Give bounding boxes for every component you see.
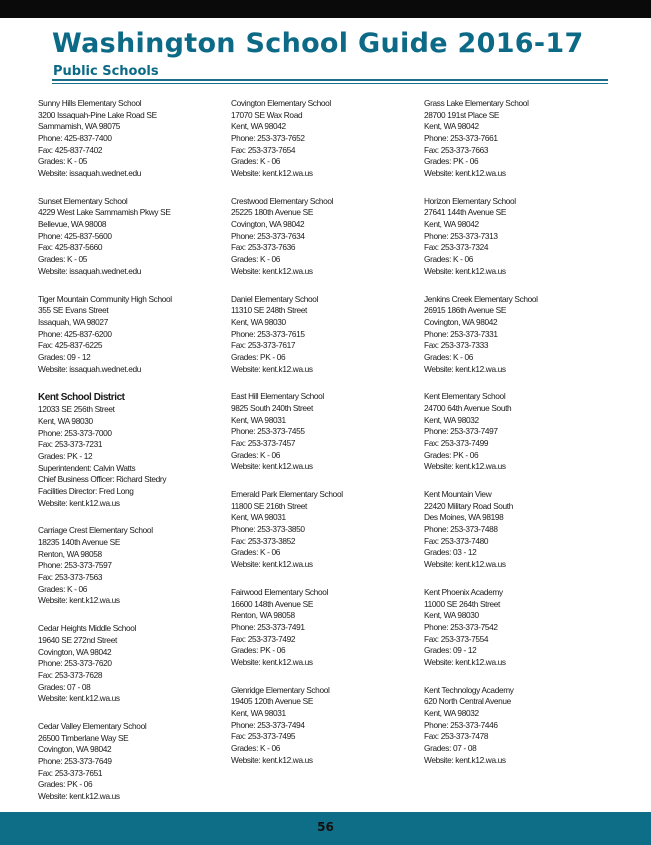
- school-entry: [231, 98, 411, 180]
- entry-detail-line: Covington, WA 98042: [38, 646, 112, 657]
- entry-detail-line: Kent, WA 98030: [38, 416, 93, 426]
- entry-detail-line: Kent, WA 98031: [231, 708, 286, 718]
- entry-detail-line: 11800 SE 216th Street: [231, 500, 307, 511]
- entry-detail-line: 24700 64th Avenue South: [424, 403, 512, 413]
- entry-detail-line: Phone: 253-373-7615: [231, 328, 305, 339]
- entry-detail-line: Website: issaquah.wednet.edu: [38, 363, 142, 374]
- school-name: Horizon Elementary School: [424, 195, 516, 206]
- entry-detail-line: Grades: K - 06: [38, 583, 88, 594]
- entry-detail-line: Website: kent.k12.wa.us: [38, 693, 120, 704]
- entry-detail-line: Fax: 253-373-7231: [38, 439, 103, 450]
- school-entry: [424, 685, 604, 767]
- header-rule: [52, 79, 608, 81]
- entry-detail-line: Covington, WA 98042: [231, 219, 305, 230]
- entry-detail-line: 26915 186th Avenue SE: [424, 305, 506, 316]
- entry-detail-line: Grades: PK - 06: [231, 351, 286, 362]
- entry-detail-line: Phone: 253-373-7455: [231, 426, 305, 437]
- entry-detail-line: Fax: 253-373-7654: [231, 144, 296, 155]
- entry-detail-line: Website: kent.k12.wa.us: [231, 754, 313, 765]
- school-entry: [231, 587, 411, 669]
- entry-detail-line: Grades: PK - 06: [424, 449, 479, 460]
- entry-detail-line: Fax: 253-373-7499: [424, 437, 489, 448]
- entry-detail-line: Grades: PK - 06: [424, 156, 479, 167]
- school-entry: [38, 294, 218, 376]
- school-entry: [38, 196, 218, 278]
- entry-detail-line: Grades: K - 06: [231, 156, 281, 167]
- entry-detail-line: Website: kent.k12.wa.us: [231, 265, 313, 276]
- entry-detail-line: Phone: 253-373-7000: [38, 427, 112, 438]
- entry-detail-line: Website: kent.k12.wa.us: [38, 497, 120, 508]
- entry-detail-line: 4229 West Lake Sammamish Pkwy SE: [38, 207, 171, 218]
- entry-detail-line: Phone: 425-837-7400: [38, 132, 112, 143]
- entry-detail-line: Bellevue, WA 98008: [38, 219, 107, 230]
- entry-detail-line: Website: issaquah.wednet.edu: [38, 167, 142, 178]
- entry-detail-line: 17070 SE Wax Road: [231, 109, 303, 120]
- school-name: Carriage Crest Elementary School: [38, 525, 153, 536]
- entry-detail-line: Website: kent.k12.wa.us: [424, 461, 506, 472]
- school-name: Daniel Elementary School: [231, 293, 319, 304]
- entry-detail-line: Kent, WA 98031: [231, 414, 286, 425]
- entry-detail-line: 11310 SE 248th Street: [231, 305, 307, 316]
- entry-detail-line: Covington, WA 98042: [38, 744, 112, 755]
- entry-detail-line: Fax: 253-373-7563: [38, 572, 103, 583]
- entry-detail-line: Superintendent: Calvin Watts: [38, 462, 136, 473]
- school-name: Emerald Park Elementary School: [231, 489, 343, 500]
- entry-detail-line: Renton, WA 98058: [231, 610, 295, 621]
- school-name: Grass Lake Elementary School: [424, 98, 529, 108]
- entry-detail-line: Renton, WA 98058: [38, 548, 102, 559]
- entry-detail-line: 16600 148th Avenue SE: [231, 598, 313, 609]
- entry-detail-line: Fax: 253-373-7617: [231, 340, 296, 351]
- school-entry: [424, 587, 604, 669]
- school-entry: [424, 391, 604, 473]
- entry-detail-line: Phone: 253-373-7649: [38, 755, 112, 766]
- entry-detail-line: Fax: 425-837-5660: [38, 242, 103, 253]
- district-name: Kent School District: [38, 392, 125, 404]
- entry-detail-line: Fax: 425-837-7402: [38, 144, 103, 155]
- entry-detail-line: 12033 SE 256th Street: [38, 404, 115, 415]
- header-rule-thin: [52, 83, 608, 84]
- entry-detail-line: Phone: 253-373-3850: [231, 524, 305, 535]
- entry-detail-line: Fax: 253-373-7480: [424, 535, 489, 546]
- entry-detail-line: Grades: K - 05: [38, 254, 88, 265]
- entry-detail-line: Kent, WA 98031: [231, 512, 286, 523]
- entry-detail-line: Grades: K - 06: [231, 547, 281, 558]
- entry-detail-line: 25225 180th Avenue SE: [231, 207, 313, 218]
- school-name: Covington Elementary School: [231, 98, 331, 108]
- entry-detail-line: Grades: K - 06: [231, 742, 281, 753]
- district-entry: [38, 391, 218, 509]
- entry-detail-line: Grades: K - 05: [38, 156, 88, 167]
- entry-detail-line: Website: kent.k12.wa.us: [424, 363, 506, 374]
- entry-detail-line: Fax: 253-373-7478: [424, 731, 489, 742]
- school-name: Jenkins Creek Elementary School: [424, 293, 538, 304]
- school-entry: [38, 721, 218, 803]
- school-name: East Hill Elementary School: [231, 391, 324, 402]
- entry-detail-line: Issaquah, WA 98027: [38, 316, 108, 327]
- school-entry: [424, 98, 604, 180]
- entry-detail-line: 3200 Issaquah-Pine Lake Road SE: [38, 109, 157, 120]
- entry-detail-line: 27641 144th Avenue SE: [424, 207, 506, 218]
- entry-detail-line: Phone: 253-373-7446: [424, 719, 498, 730]
- school-name: Kent Elementary School: [424, 391, 506, 402]
- entry-detail-line: Phone: 253-373-7542: [424, 621, 498, 632]
- entry-detail-line: Website: kent.k12.wa.us: [424, 265, 506, 276]
- entry-detail-line: 11000 SE 264th Street: [424, 598, 500, 609]
- entry-detail-line: Phone: 425-837-5600: [38, 230, 112, 241]
- entry-detail-line: 620 North Central Avenue: [424, 696, 511, 707]
- school-name: Kent Phoenix Academy: [424, 586, 503, 597]
- listing-column-3: [424, 98, 604, 782]
- school-entry: [424, 294, 604, 376]
- school-name: Sunny Hills Elementary School: [38, 98, 142, 108]
- entry-detail-line: 19640 SE 272nd Street: [38, 634, 117, 645]
- entry-detail-line: Des Moines, WA 98198: [424, 512, 504, 523]
- school-entry: [231, 196, 411, 278]
- entry-detail-line: Fax: 253-373-3852: [231, 535, 296, 546]
- entry-detail-line: Phone: 253-373-7597: [38, 560, 112, 571]
- entry-detail-line: 355 SE Evans Street: [38, 305, 109, 316]
- school-entry: [38, 98, 218, 180]
- entry-detail-line: Phone: 253-373-7491: [231, 621, 305, 632]
- entry-detail-line: Kent, WA 98032: [424, 414, 479, 425]
- entry-detail-line: Kent, WA 98042: [231, 121, 286, 132]
- entry-detail-line: Grades: K - 06: [231, 254, 281, 265]
- page-number: 56: [317, 820, 334, 834]
- entry-detail-line: Website: kent.k12.wa.us: [231, 461, 313, 472]
- page-title: Washington School Guide 2016-17: [52, 28, 584, 59]
- entry-detail-line: Grades: K - 06: [424, 254, 474, 265]
- school-entry: [38, 525, 218, 607]
- school-entry: [231, 391, 411, 473]
- entry-detail-line: Phone: 253-373-7497: [424, 426, 498, 437]
- entry-detail-line: Kent, WA 98032: [424, 708, 479, 718]
- entry-detail-line: Grades: 07 - 08: [424, 742, 477, 753]
- entry-detail-line: Website: kent.k12.wa.us: [424, 754, 506, 765]
- entry-detail-line: Covington, WA 98042: [424, 316, 498, 327]
- entry-detail-line: Phone: 253-373-7634: [231, 230, 305, 241]
- entry-detail-line: Website: kent.k12.wa.us: [424, 167, 506, 178]
- entry-detail-line: Fax: 253-373-7324: [424, 242, 489, 253]
- entry-detail-line: Fax: 253-373-7651: [38, 767, 103, 778]
- school-entry: [424, 196, 604, 278]
- entry-detail-line: Phone: 253-373-7494: [231, 719, 305, 730]
- entry-detail-line: Fax: 253-373-7628: [38, 669, 103, 680]
- entry-detail-line: Website: kent.k12.wa.us: [231, 363, 313, 374]
- entry-detail-line: 26500 Timberlane Way SE: [38, 732, 129, 743]
- entry-detail-line: Grades: 03 - 12: [424, 547, 477, 558]
- entry-detail-line: Grades: 07 - 08: [38, 681, 91, 692]
- entry-detail-line: Kent, WA 98042: [424, 219, 479, 230]
- entry-detail-line: Phone: 253-373-7620: [38, 658, 112, 669]
- entry-detail-line: Fax: 425-837-6225: [38, 340, 103, 351]
- entry-detail-line: Website: kent.k12.wa.us: [231, 167, 313, 178]
- entry-detail-line: Fax: 253-373-7457: [231, 437, 296, 448]
- entry-detail-line: Fax: 253-373-7636: [231, 242, 296, 253]
- top-band: [0, 0, 651, 18]
- entry-detail-line: Website: issaquah.wednet.edu: [38, 265, 142, 276]
- school-name: Cedar Valley Elementary School: [38, 721, 147, 731]
- entry-detail-line: Grades: K - 06: [424, 351, 474, 362]
- entry-detail-line: Kent, WA 98030: [424, 610, 479, 621]
- entry-detail-line: 19405 120th Avenue SE: [231, 696, 313, 707]
- entry-detail-line: Phone: 253-373-7313: [424, 230, 498, 241]
- entry-detail-line: Grades: PK - 12: [38, 450, 93, 461]
- school-name: Glenridge Elementary School: [231, 684, 330, 695]
- entry-detail-line: Grades: PK - 06: [38, 779, 93, 790]
- entry-detail-line: Phone: 253-373-7652: [231, 132, 305, 143]
- school-name: Kent Technology Academy: [424, 684, 514, 695]
- entry-detail-line: Fax: 253-373-7495: [231, 731, 296, 742]
- school-name: Crestwood Elementary School: [231, 195, 334, 206]
- entry-detail-line: 9825 South 240th Street: [231, 403, 313, 413]
- entry-detail-line: Fax: 253-373-7492: [231, 633, 296, 644]
- school-name: Fairwood Elementary School: [231, 586, 328, 597]
- entry-detail-line: Website: kent.k12.wa.us: [231, 656, 313, 667]
- school-entry: [231, 685, 411, 767]
- entry-detail-line: Website: kent.k12.wa.us: [424, 656, 506, 667]
- listing-column-2: [231, 98, 411, 782]
- entry-detail-line: Website: kent.k12.wa.us: [38, 790, 120, 801]
- school-name: Sunset Elementary School: [38, 195, 128, 206]
- entry-detail-line: Website: kent.k12.wa.us: [424, 559, 506, 570]
- entry-detail-line: Fax: 253-373-7554: [424, 633, 489, 644]
- entry-detail-line: Sammamish, WA 98075: [38, 121, 121, 132]
- entry-detail-line: 18235 140th Avenue SE: [38, 537, 120, 548]
- entry-detail-line: Grades: 09 - 12: [424, 645, 477, 656]
- entry-detail-line: 22420 Military Road South: [424, 500, 514, 511]
- entry-detail-line: Kent, WA 98042: [424, 121, 479, 132]
- entry-detail-line: Phone: 425-837-6200: [38, 328, 112, 339]
- entry-detail-line: Phone: 253-373-7331: [424, 328, 498, 339]
- entry-detail-line: Chief Business Officer: Richard Stedry: [38, 474, 167, 485]
- school-name: Tiger Mountain Community High School: [38, 293, 172, 304]
- entry-detail-line: Phone: 253-373-7661: [424, 132, 498, 143]
- entry-detail-line: Website: kent.k12.wa.us: [231, 559, 313, 570]
- entry-detail-line: 28700 191st Place SE: [424, 109, 500, 120]
- school-name: Kent Mountain View: [424, 489, 492, 500]
- listing-column-1: [38, 98, 218, 819]
- entry-detail-line: Phone: 253-373-7488: [424, 524, 498, 535]
- entry-detail-line: Kent, WA 98030: [231, 316, 286, 327]
- school-entry: [231, 294, 411, 376]
- school-entry: [231, 489, 411, 571]
- entry-detail-line: Grades: PK - 06: [231, 645, 286, 656]
- school-entry: [38, 623, 218, 705]
- school-entry: [424, 489, 604, 571]
- section-subtitle: Public Schools: [53, 64, 159, 79]
- entry-detail-line: Grades: 09 - 12: [38, 351, 91, 362]
- entry-detail-line: Website: kent.k12.wa.us: [38, 595, 120, 606]
- entry-detail-line: Fax: 253-373-7663: [424, 144, 489, 155]
- entry-detail-line: Facilities Director: Fred Long: [38, 485, 134, 496]
- school-name: Cedar Heights Middle School: [38, 623, 137, 634]
- entry-detail-line: Fax: 253-373-7333: [424, 340, 489, 351]
- entry-detail-line: Grades: K - 06: [231, 449, 281, 460]
